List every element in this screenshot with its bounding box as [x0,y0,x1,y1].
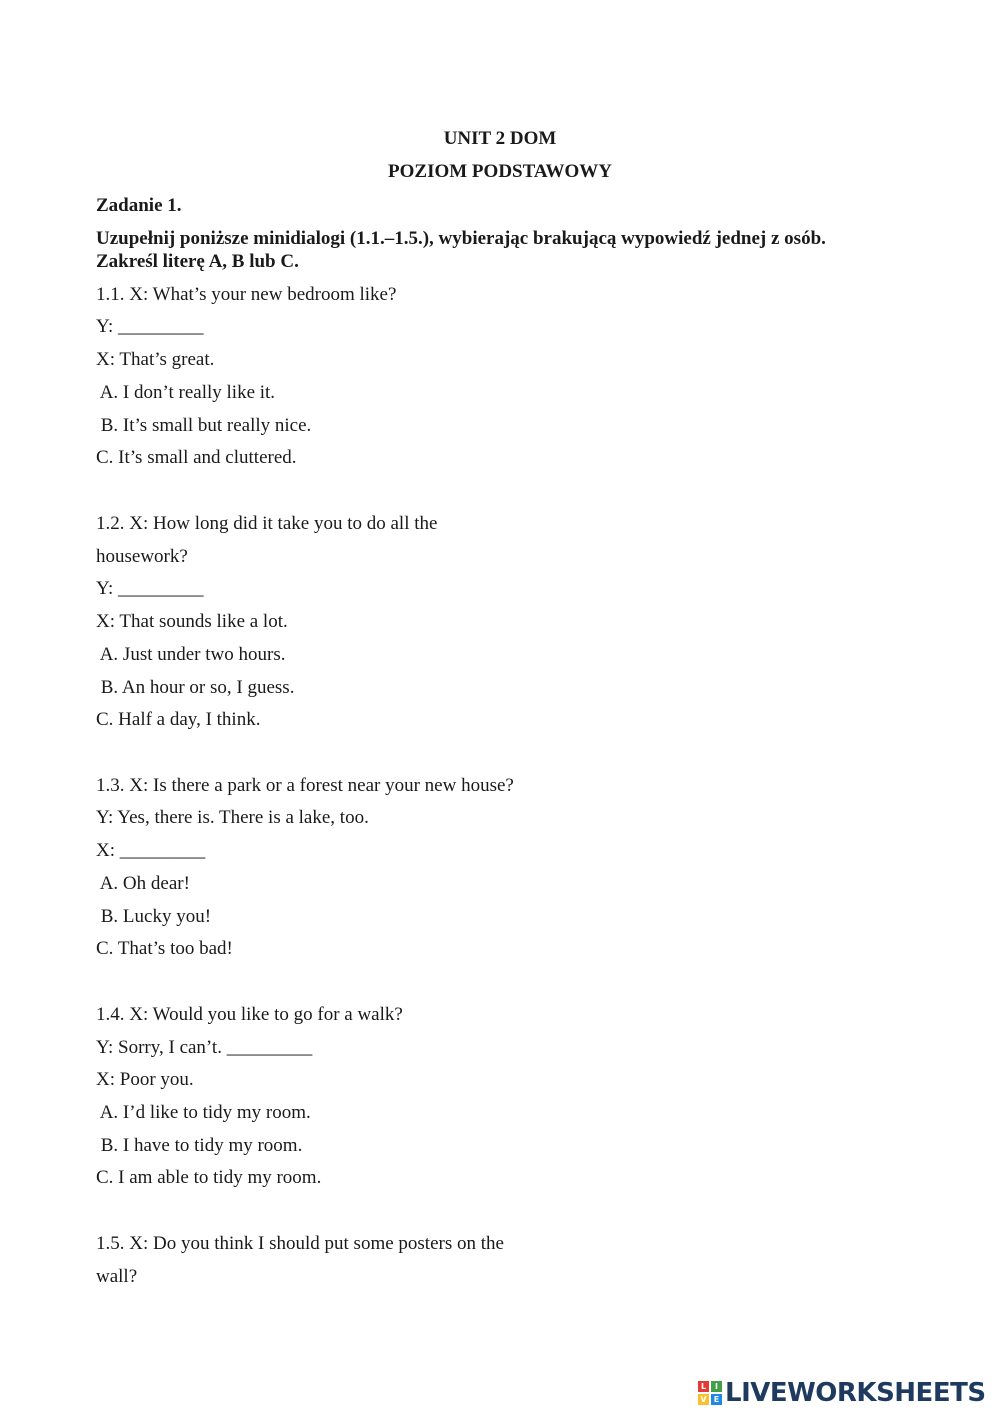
question-3-line: X: _________ [96,840,206,861]
question-1-line: Y: _________ [96,316,204,337]
question-3-line: 1.3. X: Is there a park or a forest near your new house? [96,775,514,796]
logo-tile: I [711,1381,722,1392]
question-3-option-a: A. Oh dear! [96,873,190,894]
logo-tile: E [711,1394,722,1405]
liveworksheets-logo [698,1378,986,1408]
question-1-option-c: C. It’s small and cluttered. [96,447,297,468]
question-4-option-b: B. I have to tidy my room. [96,1135,303,1156]
question-3-line: Y: Yes, there is. There is a lake, too. [96,807,369,828]
question-4-line: 1.4. X: Would you like to go for a walk? [96,1004,403,1025]
question-2-option-a: A. Just under two hours. [96,644,286,665]
task-label: Zadanie 1. [96,195,182,216]
question-4-option-c: C. I am able to tidy my room. [96,1167,322,1188]
question-2-line: X: That sounds like a lot. [96,611,288,632]
question-4-line: Y: Sorry, I can’t. _________ [96,1037,313,1058]
liveworksheets-logo-icon [698,1381,722,1405]
question-2-line: Y: _________ [96,578,204,599]
question-3-option-c: C. That’s too bad! [96,938,233,959]
question-2-option-b: B. An hour or so, I guess. [96,677,295,698]
question-3-option-b: B. Lucky you! [96,906,212,927]
question-2-line: housework? [96,546,188,567]
question-1-option-b: B. It’s small but really nice. [96,415,312,436]
question-2-line: 1.2. X: How long did it take you to do all the [96,513,438,534]
liveworksheets-logo-text: LIVEWORKSHEETS [725,1378,986,1408]
question-1-option-a: A. I don’t really like it. [96,382,276,403]
question-4-option-a: A. I’d like to tidy my room. [96,1102,311,1123]
question-2-option-c: C. Half a day, I think. [96,709,261,730]
question-5-line: 1.5. X: Do you think I should put some posters on the [96,1233,504,1254]
question-1-line: 1.1. X: What’s your new bedroom like? [96,284,397,305]
page-title: UNIT 2 DOM [443,128,557,149]
task-instruction-line2: Zakreśl literę A, B lub C. [96,251,299,272]
question-4-line: X: Poor you. [96,1069,194,1090]
logo-tile: V [698,1394,709,1405]
question-1-line: X: That’s great. [96,349,215,370]
task-instruction-line1: Uzupełnij poniższe minidialogi (1.1.–1.5.), wybierając brakującą wypowiedź jednej z osób. [96,228,826,249]
question-5-line: wall? [96,1266,138,1287]
page-subtitle: POZIOM PODSTAWOWY [388,161,612,182]
logo-tile: L [698,1381,709,1392]
